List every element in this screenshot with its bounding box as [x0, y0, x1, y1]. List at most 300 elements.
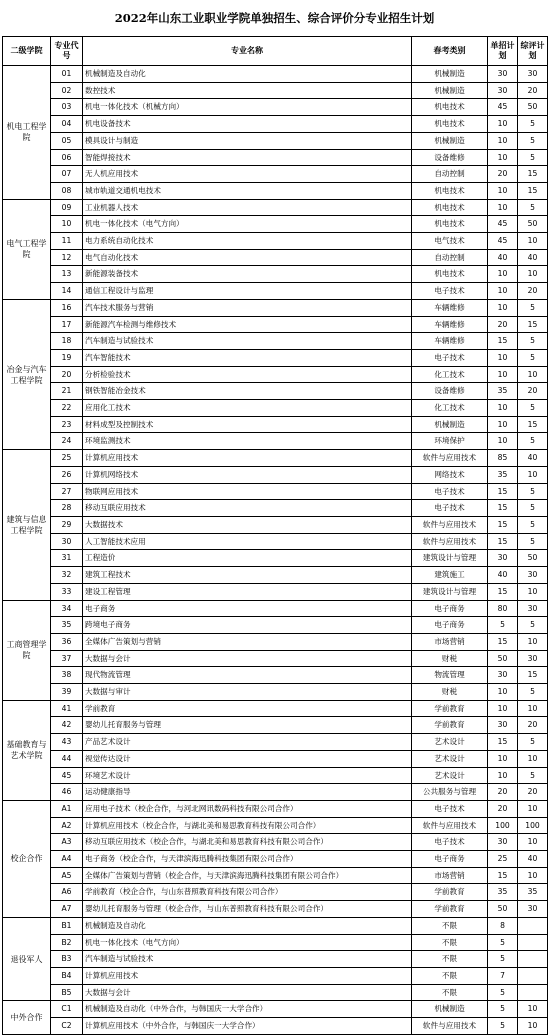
comprehensive-plan: 5 [518, 734, 548, 751]
category: 建筑设计与管理 [412, 550, 488, 567]
major-name: 城市轨道交通机电技术 [83, 182, 412, 199]
major-code: 22 [51, 400, 83, 417]
major-code: 35 [51, 617, 83, 634]
table-row [3, 82, 548, 99]
comprehensive-plan: 10 [518, 1018, 548, 1035]
comprehensive-plan: 30 [518, 600, 548, 617]
major-name: 智能焊接技术 [83, 149, 412, 166]
single-plan: 30 [488, 667, 518, 684]
major-name: 无人机应用技术 [83, 166, 412, 183]
table-row [3, 166, 548, 183]
table-row [3, 216, 548, 233]
category: 学前教育 [412, 717, 488, 734]
category: 艺术设计 [412, 734, 488, 751]
category: 电子商务 [412, 617, 488, 634]
single-plan: 10 [488, 349, 518, 366]
single-plan: 10 [488, 767, 518, 784]
table-row [3, 1018, 548, 1035]
single-plan: 10 [488, 750, 518, 767]
major-code: 21 [51, 383, 83, 400]
comprehensive-plan: 40 [518, 450, 548, 467]
major-code: 26 [51, 466, 83, 483]
comprehensive-plan: 5 [518, 483, 548, 500]
comprehensive-plan: 10 [518, 1001, 548, 1018]
single-plan: 8 [488, 917, 518, 934]
table-row [3, 466, 548, 483]
major-name: 汽车智能技术 [83, 349, 412, 366]
major-name: 计算机应用技术（校企合作，与湖北美和易思教育科技有限公司合作） [83, 817, 412, 834]
table-row [3, 233, 548, 250]
single-plan: 5 [488, 1018, 518, 1035]
table-row [3, 116, 548, 133]
category: 车辆维修 [412, 316, 488, 333]
comprehensive-plan: 50 [518, 216, 548, 233]
major-code: 31 [51, 550, 83, 567]
comprehensive-plan: 5 [518, 684, 548, 701]
category: 电子技术 [412, 349, 488, 366]
major-name: 学前教育 [83, 700, 412, 717]
single-plan: 50 [488, 901, 518, 918]
table-row [3, 667, 548, 684]
college-name: 冶金与汽车工程学院 [3, 299, 51, 449]
category: 财税 [412, 684, 488, 701]
comprehensive-plan: 10 [518, 266, 548, 283]
major-name: 计算机网络技术 [83, 466, 412, 483]
comprehensive-plan: 20 [518, 283, 548, 300]
comprehensive-plan: 50 [518, 99, 548, 116]
single-plan: 10 [488, 400, 518, 417]
table-row [3, 316, 548, 333]
table-row [3, 383, 548, 400]
table-row [3, 333, 548, 350]
table-row [3, 516, 548, 533]
major-code: B4 [51, 967, 83, 984]
comprehensive-plan: 10 [518, 583, 548, 600]
comprehensive-plan: 20 [518, 82, 548, 99]
major-code: 19 [51, 349, 83, 366]
single-plan: 15 [488, 500, 518, 517]
category: 机电技术 [412, 199, 488, 216]
major-name: 全媒体广告策划与营销（校企合作，与天津滨海迅腾科技集团有限公司合作） [83, 867, 412, 884]
major-code: 24 [51, 433, 83, 450]
single-plan: 5 [488, 934, 518, 951]
table-row [3, 684, 548, 701]
major-name: 工业机器人技术 [83, 199, 412, 216]
comprehensive-plan: 10 [518, 834, 548, 851]
comprehensive-plan: 5 [518, 433, 548, 450]
major-name: 大数据技术 [83, 516, 412, 533]
enrollment-plan-table [2, 36, 548, 1035]
major-code: 38 [51, 667, 83, 684]
category: 自动控制 [412, 166, 488, 183]
comprehensive-plan: 5 [518, 500, 548, 517]
single-plan: 45 [488, 233, 518, 250]
major-code: A7 [51, 901, 83, 918]
comprehensive-plan: 20 [518, 717, 548, 734]
comprehensive-plan: 5 [518, 767, 548, 784]
major-name: 大数据与审计 [83, 684, 412, 701]
major-name: 计算机应用技术 [83, 967, 412, 984]
comprehensive-plan: 15 [518, 416, 548, 433]
single-plan: 85 [488, 450, 518, 467]
college-name: 校企合作 [3, 800, 51, 917]
single-plan: 15 [488, 583, 518, 600]
comprehensive-plan: 15 [518, 667, 548, 684]
table-row [3, 700, 548, 717]
major-name: 通信工程设计与监理 [83, 283, 412, 300]
table-row [3, 400, 548, 417]
single-plan: 15 [488, 483, 518, 500]
table-row [3, 600, 548, 617]
category: 机械制造 [412, 132, 488, 149]
table-row [3, 617, 548, 634]
single-plan: 15 [488, 633, 518, 650]
table-row [3, 901, 548, 918]
comprehensive-plan [518, 934, 548, 951]
single-plan: 45 [488, 216, 518, 233]
table-row [3, 249, 548, 266]
table-row [3, 66, 548, 83]
single-plan: 15 [488, 734, 518, 751]
table-row [3, 266, 548, 283]
major-name: 机电一体化技术（电气方向） [83, 216, 412, 233]
comprehensive-plan [518, 951, 548, 968]
major-name: 学前教育（校企合作，与山东普照教育科技有限公司合作） [83, 884, 412, 901]
comprehensive-plan: 50 [518, 550, 548, 567]
major-name: 物联网应用技术 [83, 483, 412, 500]
table-row [3, 984, 548, 1001]
major-code: 39 [51, 684, 83, 701]
college-name: 建筑与信息工程学院 [3, 450, 51, 600]
comprehensive-plan: 5 [518, 149, 548, 166]
single-plan: 20 [488, 166, 518, 183]
table-row [3, 199, 548, 216]
major-code: C1 [51, 1001, 83, 1018]
comprehensive-plan: 10 [518, 233, 548, 250]
major-code: 05 [51, 132, 83, 149]
major-name: 机械制造及自动化 [83, 917, 412, 934]
table-row [3, 132, 548, 149]
single-plan: 10 [488, 684, 518, 701]
table-row [3, 650, 548, 667]
table-row [3, 299, 548, 316]
category: 机电技术 [412, 266, 488, 283]
major-name: 大数据与会计 [83, 984, 412, 1001]
comprehensive-plan: 10 [518, 633, 548, 650]
major-name: 汽车制造与试验技术 [83, 951, 412, 968]
major-name: 材料成型及控制技术 [83, 416, 412, 433]
major-code: 16 [51, 299, 83, 316]
major-name: 电子商务 [83, 600, 412, 617]
comprehensive-plan: 30 [518, 66, 548, 83]
category: 机电技术 [412, 99, 488, 116]
major-name: 现代物流管理 [83, 667, 412, 684]
major-name: 婴幼儿托育服务与管理 [83, 717, 412, 734]
comprehensive-plan: 15 [518, 166, 548, 183]
comprehensive-plan: 5 [518, 617, 548, 634]
major-code: 28 [51, 500, 83, 517]
category: 不限 [412, 917, 488, 934]
single-plan: 10 [488, 149, 518, 166]
single-plan: 10 [488, 266, 518, 283]
major-name: 新能源装备技术 [83, 266, 412, 283]
single-plan: 7 [488, 967, 518, 984]
major-name: 全媒体广告策划与营销 [83, 633, 412, 650]
table-row [3, 500, 548, 517]
table-row [3, 767, 548, 784]
category: 财税 [412, 650, 488, 667]
single-plan: 10 [488, 182, 518, 199]
table-row [3, 800, 548, 817]
table-row [3, 867, 548, 884]
category: 学前教育 [412, 700, 488, 717]
major-code: 29 [51, 516, 83, 533]
table-row [3, 934, 548, 951]
comprehensive-plan: 30 [518, 901, 548, 918]
major-name: 钢铁智能冶金技术 [83, 383, 412, 400]
single-plan: 10 [488, 433, 518, 450]
category: 电子技术 [412, 834, 488, 851]
single-plan: 15 [488, 867, 518, 884]
category: 电子商务 [412, 600, 488, 617]
comprehensive-plan: 30 [518, 567, 548, 584]
major-code: 27 [51, 483, 83, 500]
single-plan: 10 [488, 199, 518, 216]
major-code: 20 [51, 366, 83, 383]
comprehensive-plan: 5 [518, 333, 548, 350]
comprehensive-plan: 35 [518, 884, 548, 901]
category: 车辆维修 [412, 299, 488, 316]
table-row [3, 784, 548, 801]
table-body [3, 66, 548, 1035]
major-name: 环境艺术设计 [83, 767, 412, 784]
category: 软件与应用技术 [412, 450, 488, 467]
category: 不限 [412, 934, 488, 951]
major-code: 42 [51, 717, 83, 734]
single-plan: 45 [488, 99, 518, 116]
comprehensive-plan: 5 [518, 116, 548, 133]
single-plan: 35 [488, 884, 518, 901]
category: 自动控制 [412, 249, 488, 266]
table-row [3, 1001, 548, 1018]
major-code: C2 [51, 1018, 83, 1035]
category: 不限 [412, 951, 488, 968]
major-code: 02 [51, 82, 83, 99]
major-code: 06 [51, 149, 83, 166]
single-plan: 5 [488, 1001, 518, 1018]
single-plan: 10 [488, 700, 518, 717]
college-name: 中外合作 [3, 1001, 51, 1034]
college-name: 退役军人 [3, 917, 51, 1001]
comprehensive-plan: 5 [518, 349, 548, 366]
single-plan: 20 [488, 316, 518, 333]
major-code: B2 [51, 934, 83, 951]
category: 市场营销 [412, 867, 488, 884]
category: 建筑施工 [412, 567, 488, 584]
single-plan: 100 [488, 817, 518, 834]
major-code: B3 [51, 951, 83, 968]
major-name: 人工智能技术应用 [83, 533, 412, 550]
major-code: 41 [51, 700, 83, 717]
single-plan: 10 [488, 299, 518, 316]
major-name: 汽车制造与试验技术 [83, 333, 412, 350]
category: 电子技术 [412, 500, 488, 517]
category: 软件与应用技术 [412, 817, 488, 834]
single-plan: 15 [488, 333, 518, 350]
single-plan: 35 [488, 466, 518, 483]
category: 电子技术 [412, 283, 488, 300]
comprehensive-plan: 10 [518, 750, 548, 767]
category: 电气技术 [412, 233, 488, 250]
major-name: 机电一体化技术（电气方向） [83, 934, 412, 951]
major-name: 机械制造及自动化 [83, 66, 412, 83]
major-name: 应用电子技术（校企合作，与河北网讯数码科技有限公司合作） [83, 800, 412, 817]
major-code: 11 [51, 233, 83, 250]
category: 软件与应用技术 [412, 516, 488, 533]
major-name: 建设工程管理 [83, 583, 412, 600]
category: 电子技术 [412, 800, 488, 817]
comprehensive-plan: 100 [518, 817, 548, 834]
single-plan: 30 [488, 66, 518, 83]
single-plan: 15 [488, 533, 518, 550]
major-code: 32 [51, 567, 83, 584]
table-row [3, 283, 548, 300]
category: 学前教育 [412, 901, 488, 918]
comprehensive-plan: 20 [518, 383, 548, 400]
header-single-plan: 单招计划 [488, 37, 518, 66]
header-major: 专业名称 [83, 37, 412, 66]
category: 电子商务 [412, 851, 488, 868]
major-name: 婴幼儿托育服务与管理（校企合作，与山东普照教育科技有限公司合作） [83, 901, 412, 918]
page-title: 2022年山东工业职业学院单独招生、综合评价分专业招生计划 [114, 11, 435, 25]
major-code: 17 [51, 316, 83, 333]
table-row [3, 182, 548, 199]
comprehensive-plan: 30 [518, 650, 548, 667]
table-row [3, 433, 548, 450]
major-code: 09 [51, 199, 83, 216]
comprehensive-plan: 10 [518, 867, 548, 884]
single-plan: 80 [488, 600, 518, 617]
header-college: 二级学院 [3, 37, 51, 66]
table-row [3, 366, 548, 383]
major-name: 分析检验技术 [83, 366, 412, 383]
category: 机械制造 [412, 66, 488, 83]
major-name: 电子商务（校企合作，与天津滨海迅腾科技集团有限公司合作） [83, 851, 412, 868]
comprehensive-plan: 10 [518, 466, 548, 483]
major-name: 工程造价 [83, 550, 412, 567]
single-plan: 40 [488, 249, 518, 266]
table-row [3, 633, 548, 650]
category: 不限 [412, 967, 488, 984]
comprehensive-plan: 40 [518, 249, 548, 266]
category: 化工技术 [412, 366, 488, 383]
major-name: 机电一体化技术（机械方向） [83, 99, 412, 116]
major-code: 23 [51, 416, 83, 433]
major-code: 33 [51, 583, 83, 600]
major-code: A3 [51, 834, 83, 851]
major-name: 模具设计与制造 [83, 132, 412, 149]
single-plan: 25 [488, 851, 518, 868]
comprehensive-plan [518, 917, 548, 934]
single-plan: 30 [488, 82, 518, 99]
major-name: 新能源汽车检测与维修技术 [83, 316, 412, 333]
major-name: 汽车技术服务与营销 [83, 299, 412, 316]
college-name: 基础教育与艺术学院 [3, 700, 51, 800]
header-comprehensive-plan: 综评计划 [518, 37, 548, 66]
college-name: 机电工程学院 [3, 66, 51, 200]
single-plan: 20 [488, 800, 518, 817]
major-name: 产品艺术设计 [83, 734, 412, 751]
comprehensive-plan: 15 [518, 182, 548, 199]
major-code: B1 [51, 917, 83, 934]
table-row [3, 533, 548, 550]
single-plan: 15 [488, 516, 518, 533]
category: 化工技术 [412, 400, 488, 417]
major-code: 43 [51, 734, 83, 751]
single-plan: 10 [488, 116, 518, 133]
comprehensive-plan: 5 [518, 132, 548, 149]
comprehensive-plan: 10 [518, 700, 548, 717]
single-plan: 35 [488, 383, 518, 400]
table-row [3, 450, 548, 467]
major-code: 34 [51, 600, 83, 617]
category: 学前教育 [412, 884, 488, 901]
college-name: 工商管理学院 [3, 600, 51, 700]
major-code: 18 [51, 333, 83, 350]
single-plan: 10 [488, 283, 518, 300]
college-name: 电气工程学院 [3, 199, 51, 299]
table-row [3, 917, 548, 934]
single-plan: 20 [488, 784, 518, 801]
major-code: 03 [51, 99, 83, 116]
major-code: B5 [51, 984, 83, 1001]
category: 机械制造 [412, 82, 488, 99]
comprehensive-plan: 5 [518, 299, 548, 316]
table-row [3, 416, 548, 433]
major-code: 04 [51, 116, 83, 133]
major-code: 45 [51, 767, 83, 784]
table-row [3, 734, 548, 751]
major-code: 12 [51, 249, 83, 266]
table-row [3, 567, 548, 584]
table-header-row [3, 37, 548, 66]
major-code: 30 [51, 533, 83, 550]
comprehensive-plan: 10 [518, 366, 548, 383]
major-name: 机械制造及自动化（中外合作，与韩国庆一大学合作） [83, 1001, 412, 1018]
major-name: 数控技术 [83, 82, 412, 99]
category: 机电技术 [412, 116, 488, 133]
single-plan: 10 [488, 132, 518, 149]
major-name: 机电设备技术 [83, 116, 412, 133]
category: 公共服务与管理 [412, 784, 488, 801]
header-category: 春考类别 [412, 37, 488, 66]
comprehensive-plan: 5 [518, 400, 548, 417]
comprehensive-plan: 5 [518, 533, 548, 550]
major-name: 电力系统自动化技术 [83, 233, 412, 250]
single-plan: 5 [488, 984, 518, 1001]
table-row [3, 149, 548, 166]
table-row [3, 750, 548, 767]
category: 环境保护 [412, 433, 488, 450]
table-row [3, 967, 548, 984]
major-code: 08 [51, 182, 83, 199]
major-code: A2 [51, 817, 83, 834]
major-name: 视觉传达设计 [83, 750, 412, 767]
category: 车辆维修 [412, 333, 488, 350]
category: 机械制造 [412, 1001, 488, 1018]
major-name: 电气自动化技术 [83, 249, 412, 266]
major-name: 计算机应用技术（中外合作，与韩国庆一大学合作） [83, 1018, 412, 1035]
